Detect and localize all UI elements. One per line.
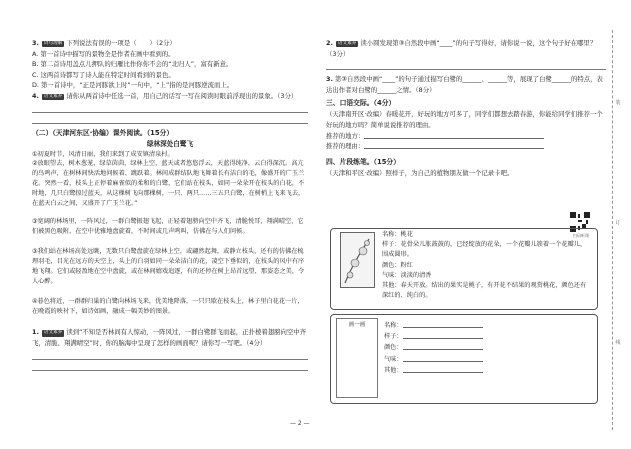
fill-shape-label: 样子：: [384, 333, 403, 341]
oral-prompt: （天津南开区·改编）春暖花开，好玩的地方可多了，同学们都想去踏春游，你能给同学们推荐一个好玩的地方吗？简单说说推荐的理由。: [326, 110, 603, 129]
other-input[interactable]: [403, 365, 483, 373]
example-smell: 气味：淡淡的清香: [382, 271, 432, 279]
question-3-right: 3. 第③自然段中画“____”的句子通过描写白鹭的______、______等，展现了白鹭______的特点，表达出作者对白鹭的______之情。（8分）: [326, 75, 603, 94]
recommend-place-row: 推荐的地方：: [326, 131, 606, 142]
shape-input[interactable]: [403, 331, 483, 339]
answer-line[interactable]: [32, 350, 308, 360]
fill-other-label: 其他：: [384, 366, 403, 374]
option-d: D. 第一首诗中，“正是河豚欲上时”一句中，“上”指的是河豚逆流而上。: [32, 81, 234, 90]
section-3-heading: 三、口语交际。（4分）: [326, 99, 396, 108]
name-input[interactable]: [403, 320, 483, 328]
page-number: — 2 —: [290, 420, 310, 427]
option-a: A. 第一首诗中描写的景物全是作者在画中看到的。: [32, 49, 175, 58]
binding-line: [612, 30, 613, 430]
paragraph-3: ③宽阔的林场里，一阵风过，一群白鹭振翅飞起，正轻着翅膀向空中齐飞，清脆悦耳，翔满晴空，它们被黑色吸附，在空中优雅地盘旋着，不时间或几声鸣叫，仿佛在与人们问候。: [32, 218, 304, 236]
question-tag: 词句理解: [43, 41, 63, 46]
answer-line[interactable]: [326, 60, 606, 70]
example-shape: 样子：花骨朵儿胀鼓鼓的，已经绽放的花朵，一个花瓣儿簇着一个花瓣儿，围成圆形。: [382, 241, 587, 259]
practice-prompt: （天津和平区·改编）照样子，为自己的植物朋友做一个记录卡吧。: [326, 168, 514, 177]
right-column: [326, 38, 606, 178]
answer-line[interactable]: [32, 114, 308, 124]
left-column: [32, 38, 308, 371]
answer-line[interactable]: [32, 361, 308, 371]
question-tag: 语文素养: [43, 330, 63, 336]
example-other: 其他：春天开放。结出的果实是桃子，有开花不结果的观赏桃花，颜色还有深红的、纯白的。: [382, 282, 587, 300]
question-2: 2. 语文素养 读小圆发现第③自然段中画“____”的句子写得好，请你说一说，这个句子好在哪里？（3分）: [326, 39, 597, 58]
fill-color-label: 颜色：: [384, 344, 403, 352]
question-3: 3. 词句理解 下列说法有误的一项是（ ）（2分）: [32, 39, 176, 47]
reason-input[interactable]: [364, 141, 544, 149]
example-name: 名称：桃花: [382, 231, 413, 238]
binding-char: 装: [615, 100, 621, 106]
peach-blossom-illustration: [340, 232, 375, 288]
section-4-heading: 四、片段练笔。（15分）: [326, 157, 401, 166]
question-tag: 语文素养: [43, 93, 63, 99]
option-c: C. 这两首诗都写了诗人能在特定时间看到的景色。: [32, 70, 175, 79]
recommend-reason-row: 推荐的理由：: [326, 141, 606, 152]
fill-smell-label: 气味：: [384, 355, 403, 363]
passage-title: 绿林深处白鹭飞: [146, 139, 194, 148]
paragraph-5: ④暮色将近，一群群归巢的白鹭向林场飞来，优美地降落，一只只歇在枝头上，林子里白花花一片，在晚霞的映衬下，如诗如画，融成一幅美妙的图景。: [32, 298, 304, 316]
paragraph-2: ②放眼望去，树木葱茏，绿草茵茵，绿林上空，蓝天或者悠悠浮云，天蓝得纯净，云白得深沉。高亢的鸟鸣声，在树林间快活地问候着、跳跃着。林间成群结队地飞舞着长有洁白的毛，像盛开的广玉兰花。突然一看，枝头上正停着麻雀似的柔和的白鹭，它们站在枝头，如同一朵朵开在枝头的白花，不时地，几只白鹭掠过蓝天，从这棵树飞向那棵树，一只、两只……三五只白鹭，在树梢上飞来飞去，在蓝天白云之间，又盛开了广玉兰花。”: [32, 160, 305, 207]
example-color: 颜色：粉红: [382, 261, 413, 269]
binding-char: 线: [615, 340, 621, 346]
question-4: 4. 语文素养 请你从两首诗中任选一首，用自己的话写一写在阅读时眼前浮现出的景象。（3分）: [32, 91, 298, 100]
fill-in-fields: [384, 320, 584, 376]
option-b: B. 第二首诗用盖点儿押队的归雁比作你你不会的“北归人”，富有新意。: [32, 60, 233, 69]
drawing-area[interactable]: [336, 318, 378, 398]
qr-label: 扫码听课: [573, 233, 589, 238]
color-input[interactable]: [403, 342, 483, 350]
smell-input[interactable]: [403, 354, 483, 362]
answer-line[interactable]: [32, 103, 308, 113]
question-tag: 语文素养: [337, 41, 357, 46]
section-2-heading: （二）（天津河东区·协编）课外阅读。（15分）: [32, 128, 174, 137]
draw-label: 画一画: [348, 322, 366, 328]
paragraph-4: ③我们站在林场高处远眺，无数只白鹭盘旋在绿林上空，或翩然起舞，或静立枝头，还有的仿佛在梳理羽毛，目光在远方的天空上，头上的白羽如同一朵朵洁白的花，凌空下垂似的，在枝头的风中有序地飞翔。它们或轻盈地在空中盘旋，或在林间嬉戏追逐，有的还停在树上昂首远望，那姿态之美，令人心醉。: [32, 248, 305, 285]
question-1: 1. 语文素养 读到“不知是否林间有人惊动，一阵风过，一群白鹭群飞而起，正扑棱着翅膀向空中齐飞，清脆、翔满晴空”时，你的脑海中呈现了怎样的画面呢？请你写一写吧。（4分）: [32, 328, 307, 347]
example-card-text: [382, 230, 588, 301]
paragraph-1: ①初夏时节，风清日丽，我们来到了成安镇清泉村。: [32, 150, 174, 158]
binding-char: 订: [615, 220, 621, 226]
place-input[interactable]: [364, 131, 544, 139]
fill-name-label: 名称：: [384, 322, 403, 329]
